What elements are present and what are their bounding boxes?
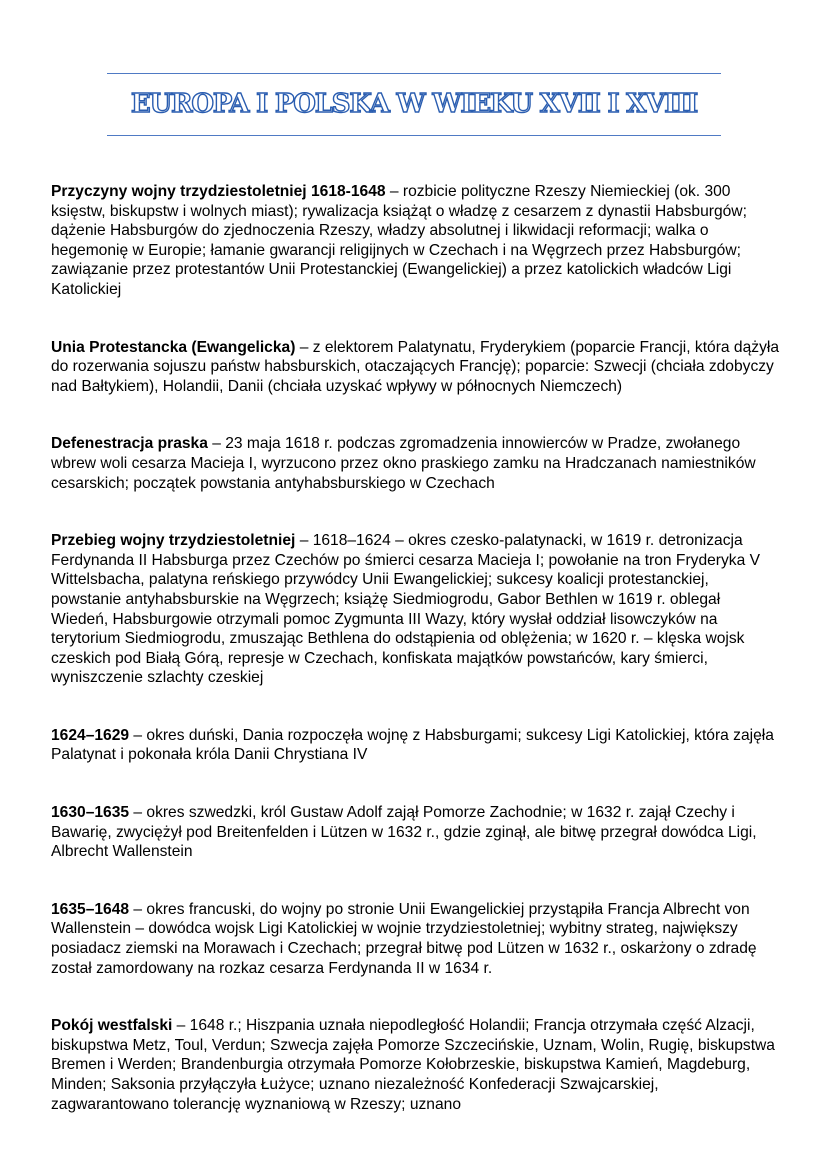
title-bottom-rule [107,135,721,136]
paragraph-peace-of-westphalia [51,1016,780,1114]
paragraph-text: – z elektorem Palatynatu, Fryderykiem (poparcie Francji, która dążyła do rozerwania sojuszu państw habsburskich, otaczających Francję); poparcie: Szwecji (chciała zdobyczy nad Bałtykiem), Holandii, Danii (chciała uzyskać wpływy w północnych Niemczech) [51,338,780,395]
paragraph-text: – 1648 r.; Hiszpania uznała niepodległość Holandii; Francja otrzymała część Alzacji, biskupstwa Metz, Toul, Verdun; Szwecja zajęła Pomorze Szczecińskie, Uznam, Wolin, Rugię, biskupstwa Bremen i Werden; Brandenburgia otrzymała Pomorze Kołobrzeskie, biskupstwa Kamień, Magdeburg, Minden; Saksonia przyłączyła Łużyce; uznano niezależność Konfederacji Szwajcarskiej, zagwarantowano tolerancję wyznaniową w Rzeszy; uznano [51,1017,775,1113]
paragraph-term: 1630–1635 [51,804,130,822]
paragraph-war-course [51,531,780,688]
paragraph-term: Pokój westfalski [51,1017,173,1035]
document-body [51,182,780,1152]
page-title: EUROPA I POLSKA W WIEKU XVII I XVIII [130,89,698,119]
paragraph-text: – 1618–1624 – okres czesko-palatynacki, w 1619 r. detronizacja Ferdynanda II Habsburga przez Czechów po śmierci cesarza Macieja I; powołanie na tron Fryderyka V Wittelsbacha, palatyna reńskiego przywódcy Unii Ewangelickiej; sukcesy koalicji protestanckiej, powstanie antyhabsburskie na Węgrzech; książę Siedmiogrodu, Gabor Bethlen w 1619 r. oblegał Wiedeń, Habsburgowie otrzymali pomoc Zygmunta III Wazy, który wysłał oddział lisowczyków na terytorium Siedmiogrodu, zmuszając Bethlena do odstąpienia od oblężenia; w 1620 r. – klęska wojsk czeskich pod Białą Górą, represje w Czechach, konfiskata majątków powstańców, kary śmierci, wyniszczenie szlachty czeskiej [51,532,760,687]
paragraph-term: 1624–1629 [51,726,130,744]
paragraph-text: – 23 maja 1618 r. podczas zgromadzenia innowierców w Pradze, zwołanego wbrew woli cesarza Macieja I, wyrzucono przez okno praskiego zamku na Hradczanach namiestników cesarskich; początek powstania antyhabsburskiego w Czechach [51,435,756,492]
paragraph-defenestration [51,434,780,493]
title-top-rule [107,73,721,74]
paragraph-causes [51,182,780,300]
paragraph-text: – okres szwedzki, król Gustaw Adolf zajął Pomorze Zachodnie; w 1632 r. zajął Czechy i Bawarię, zwyciężył pod Breitenfelden i Lützen w 1632 r., gdzie zginął, ale bitwę przegrał dowódca Ligi, Albrecht Wallenstein [51,804,757,861]
paragraph-french-period [51,900,780,978]
paragraph-term: Przebieg wojny trzydziestoletniej [51,532,296,550]
paragraph-swedish-period [51,803,780,862]
paragraph-text: – rozbicie polityczne Rzeszy Niemieckiej (ok. 300 księstw, biskupstw i wolnych miast); rywalizacja książąt o władzę z cesarzem z dynastii Habsburgów; dążenie Habsburgów do zjednoczenia Rzeszy, władzy absolutnej i likwidacji reformacji; walka o hegemonię w Europie; łamanie gwarancji religijnych w Czechach i na Węgrzech przez Habsburgów; zawiązanie przez protestantów Unii Protestanckiej (Ewangelickiej) a przez katolickich władców Ligi Katolickiej [51,183,747,298]
paragraph-danish-period [51,726,780,765]
paragraph-text: – okres francuski, do wojny po stronie Unii Ewangelickiej przystąpiła Francja Albrecht von Wallenstein – dowódca wojsk Ligi Katolickiej w wojnie trzydziestoletniej; wybitny strateg, największy posiadacz ziemski na Morawach i Czechach; przegrał bitwę pod Lützen w 1632 r., oskarżony o zdradę został zamordowany na rozkaz cesarza Ferdynanda II w 1634 r. [51,900,757,977]
paragraph-text: – okres duński, Dania rozpoczęła wojnę z Habsburgami; sukcesy Ligi Katolickiej, która zajęła Palatynat i pokonała króla Danii Chrystiana IV [51,726,774,764]
paragraph-term: Unia Protestancka (Ewangelicka) [51,338,296,356]
paragraph-term: Przyczyny wojny trzydziestoletniej 1618-1648 [51,183,386,200]
paragraph-protestant-union [51,338,780,397]
paragraph-term: Defenestracja praska [51,435,208,453]
paragraph-term: 1635–1648 [51,900,130,918]
